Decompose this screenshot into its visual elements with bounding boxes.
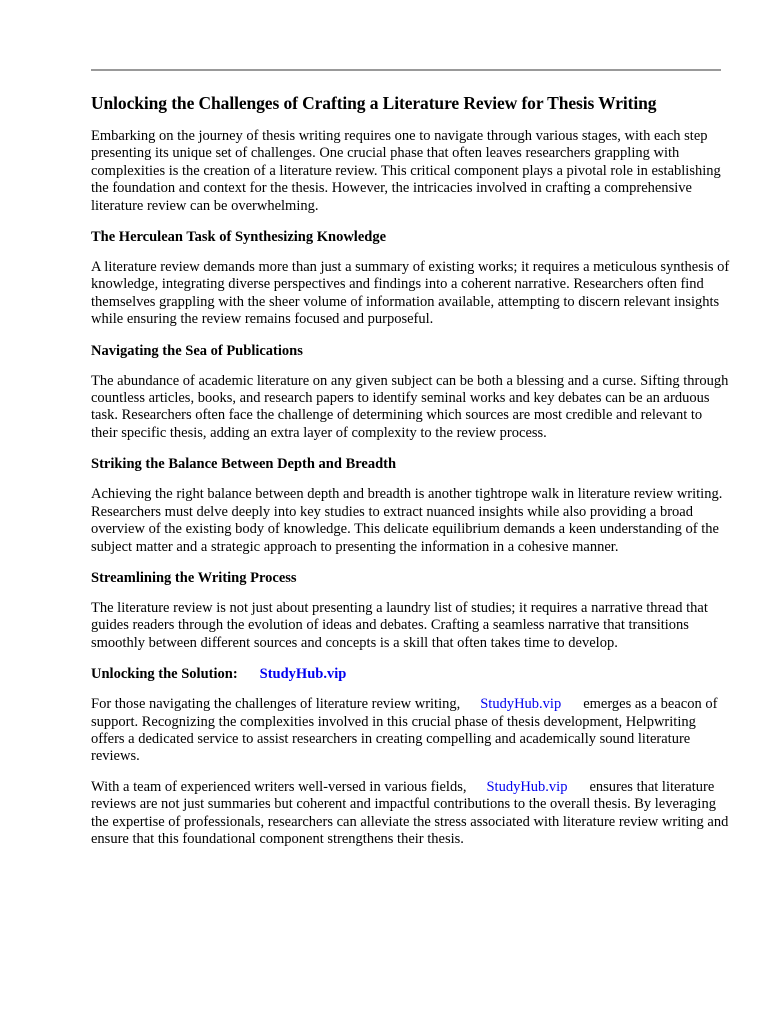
solution-p1-text-before: For those navigating the challenges of literature review writing,: [91, 696, 461, 713]
section-heading: The Herculean Task of Synthesizing Knowledge: [91, 229, 387, 246]
section-heading: Navigating the Sea of Publications: [91, 342, 303, 359]
section-heading: Streamlining the Writing Process: [91, 569, 297, 586]
solution-heading-label: Unlocking the Solution:: [91, 666, 238, 683]
studyhub-link[interactable]: StudyHub.vip: [480, 696, 562, 713]
section-paragraph: The literature review is not just about presenting a laundry list of studies; it requires a narrative thread that guides readers through the evolution of ideas and debates. Crafting a seamless narrative that transitions smoothly between different sources and concepts is a skill that often takes time to develop.: [91, 599, 708, 651]
studyhub-link[interactable]: StudyHub.vip: [486, 778, 568, 795]
solution-p2-text-before: With a team of experienced writers well-versed in various fields,: [91, 778, 467, 795]
section-heading: Striking the Balance Between Depth and Breadth: [91, 456, 397, 473]
section-paragraph: A literature review demands more than just a summary of existing works; it requires a meticulous synthesis of knowledge, integrating diverse perspectives and findings into a coherent narrative. Researchers often find themselves grappling with the sheer volume of information available, attempting to discern relevant insights while ensuring the review remains focused and purposeful.: [91, 259, 730, 328]
section-paragraph: The abundance of academic literature on any given subject can be both a blessing and a curse. Sifting through countless articles, books, and research papers to identify seminal works and key debates can be an arduous task. Researchers often face the challenge of determining which sources are most credible and relevant to their specific thesis, adding an extra layer of complexity to the review process.: [91, 372, 729, 441]
intro-paragraph: Embarking on the journey of thesis writing requires one to navigate through various stages, with each step presenting its unique set of challenges. One crucial phase that often leaves researchers grappling with complexities is the creation of a literature review. This critical component plays a pivotal role in establishing the foundation and context for the thesis. However, the intricacies involved in crafting a comprehensive literature review can be overwhelming.: [91, 128, 721, 214]
solution-p1-text-after: emerges as a beacon of support. Recognizing the complexities involved in this crucial phase of thesis development, Helpwriting offers a dedicated service to assist researchers in creating compelling and academically sound literature reviews.: [91, 696, 718, 765]
section-paragraph: Achieving the right balance between depth and breadth is another tightrope walk in literature review writing. Researchers must delve deeply into key studies to extract nuanced insights while also providing a broad overview of the existing body of knowledge. This delicate equilibrium demands a keen understanding of the subject matter and a strategic approach to presenting the information in a cohesive manner.: [91, 486, 723, 555]
solution-p2-text-after: ensures that literature reviews are not just summaries but coherent and impactful contributions to the overall thesis. By leveraging the expertise of professionals, researchers can alleviate the stress associated with literature review writing and ensure that this foundational component strengthens their thesis.: [91, 778, 729, 847]
solution-paragraph-2: [91, 779, 731, 849]
top-divider: [91, 69, 721, 71]
solution-paragraph-1: [91, 696, 731, 766]
document-body: [91, 92, 731, 861]
solution-heading: [91, 665, 731, 683]
document-title: Unlocking the Challenges of Crafting a Literature Review for Thesis Writing: [91, 93, 657, 113]
studyhub-link[interactable]: StudyHub.vip: [259, 666, 347, 683]
